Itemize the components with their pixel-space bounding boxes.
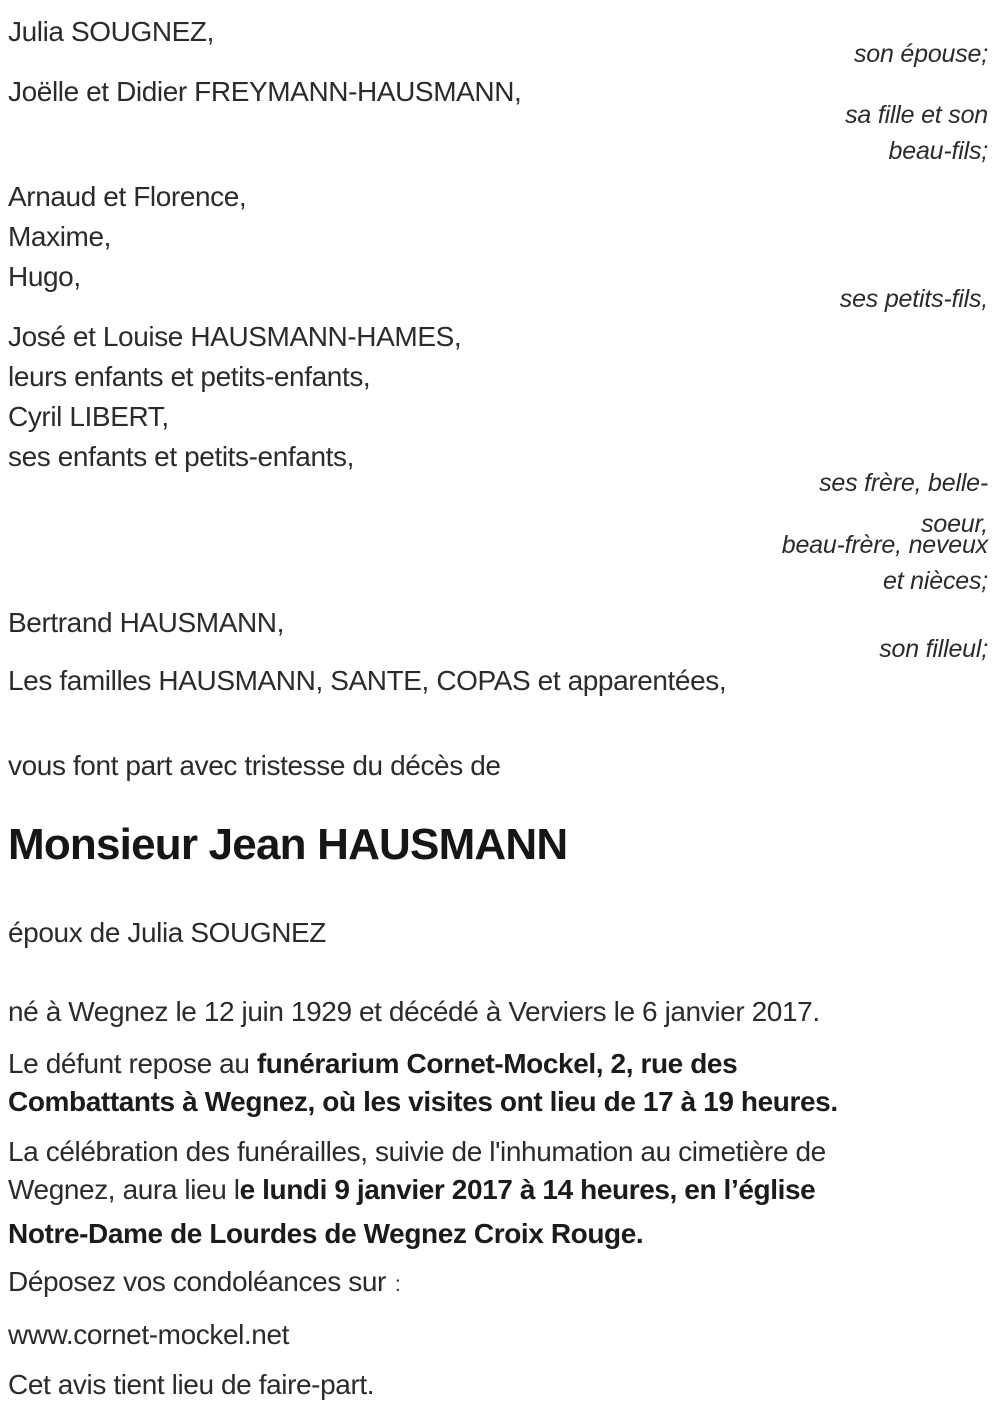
repose-line-2 <box>8 1083 988 1121</box>
spouse-line: époux de Julia SOUGNEZ <box>8 917 327 948</box>
relation-label-freres-line3: beau-frère, neveux <box>781 531 988 559</box>
repose-line-1-normal: Le défunt repose au <box>8 1048 257 1079</box>
relation-label-son-filleul: son filleul; <box>879 635 988 663</box>
condolences-label: Déposez vos condoléances sur <box>8 1266 386 1297</box>
condolences-colon: : <box>394 1273 401 1296</box>
relative-name-ses-enfants: ses enfants et petits-enfants, <box>8 441 354 472</box>
relative-name-les-familles: Les familles HAUSMANN, SANTE, COPAS et apparentées, <box>8 665 727 696</box>
relative-name-leurs-enfants: leurs enfants et petits-enfants, <box>8 361 371 392</box>
relative-name-maxime: Maxime, <box>8 221 111 252</box>
ceremony-line-1: La célébration des funérailles, suivie de l'inhumation au cimetière de <box>8 1136 826 1167</box>
repose-line-2-bold: Combattants à Wegnez, où les visites ont lieu de 17 à 19 heures. <box>8 1086 838 1117</box>
relation-label-sa-fille-line1: sa fille et son <box>845 101 988 129</box>
condolences-website-link[interactable]: www.cornet-mockel.net <box>8 1319 290 1350</box>
relative-name-joelle-didier: Joëlle et Didier FREYMANN-HAUSMANN, <box>8 76 522 107</box>
ceremony-line-3-bold: Notre-Dame de Lourdes de Wegnez Croix Rouge. <box>8 1218 644 1249</box>
intro-sentence: vous font part avec tristesse du décès de <box>8 750 501 781</box>
relation-label-son-epouse: son épouse; <box>853 40 988 68</box>
condolences-line <box>8 1263 988 1304</box>
relation-label-freres-line1: ses frère, belle- <box>819 469 988 497</box>
relative-name-hugo: Hugo, <box>8 261 81 292</box>
relative-name-julia-sougnez: Julia SOUGNEZ, <box>8 16 214 47</box>
life-dates-line: né à Wegnez le 12 juin 1929 et décédé à Verviers le 6 janvier 2017. <box>8 996 820 1027</box>
relative-name-arnaud-florence: Arnaud et Florence, <box>8 181 247 212</box>
ceremony-line-2 <box>8 1171 988 1209</box>
closing-line: Cet avis tient lieu de faire-part. <box>8 1369 375 1400</box>
relation-label-freres-line2: soeur, <box>921 510 988 538</box>
repose-line-1-bold: funérarium Cornet-Mockel, 2, rue des <box>256 1048 738 1079</box>
relation-label-freres-line4: et nièces; <box>882 567 988 595</box>
relative-name-bertrand-hausmann: Bertrand HAUSMANN, <box>8 607 284 638</box>
ceremony-line-2-bold: e lundi 9 janvier 2017 à 14 heures, en l’église <box>239 1174 816 1205</box>
relative-name-jose-louise: José et Louise HAUSMANN-HAMES, <box>8 321 462 352</box>
relation-label-ses-petits-fils: ses petits-fils, <box>839 285 988 313</box>
deceased-name-heading: Monsieur Jean HAUSMANN <box>8 820 568 869</box>
ceremony-line-3 <box>8 1215 988 1253</box>
repose-line-1 <box>8 1045 988 1083</box>
relative-name-cyril-libert: Cyril LIBERT, <box>8 401 169 432</box>
ceremony-line-2-normal: Wegnez, aura lieu l <box>8 1174 240 1205</box>
relation-label-sa-fille-line2: beau-fils; <box>888 137 988 165</box>
